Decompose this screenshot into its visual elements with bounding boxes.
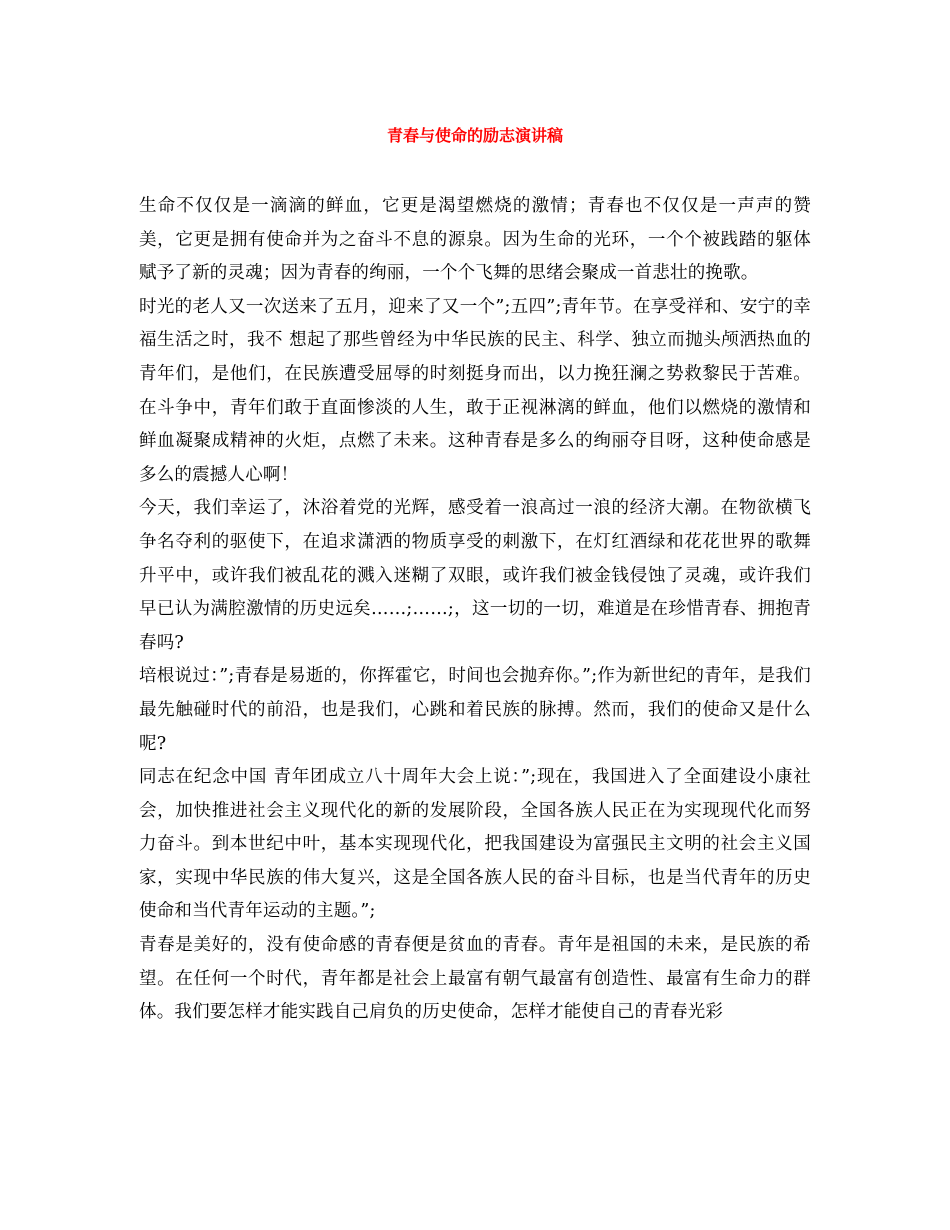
paragraph: 同志在纪念中国 青年团成立八十周年大会上说：”;现在，我国进入了全面建设小康社会，加快推进社会主义现代化的新的发展阶段，全国各族人民正在为实现现代化而努力奋斗。到本世纪中叶，基本实现现代化，把我国建设为富强民主文明的社会主义国家，实现中华民族的伟大复兴，这是全国各族人民的奋斗目标，也是当代青年的历史使命和当代青年运动的主题。”; — [139, 767, 811, 922]
paragraph: 生命不仅仅是一滴滴的鲜血，它更是渴望燃烧的激情；青春也不仅仅是一声声的赞美，它更是拥有使命并为之奋斗不息的源泉。因为生命的光环，一个个被践踏的躯体赋予了新的灵魂；因为青春的绚丽，一个个飞舞的思绪会聚成一首悲壮的挽歌。 — [139, 196, 811, 284]
document-body — [139, 190, 811, 1030]
paragraph: 今天，我们幸运了，沐浴着党的光辉，感受着一浪高过一浪的经济大潮。在物欲横飞争名夺利的驱使下，在追求潇洒的物质享受的刺激下，在灯红酒绿和花花世界的歌舞升平中，或许我们被乱花的溅入迷糊了双眼，或许我们被金钱侵蚀了灵魂，或许我们早已认为满腔激情的历史远矣……;……;，这一切的一切，难道是在珍惜青春、拥抱青春吗? — [139, 498, 811, 653]
paragraph: 培根说过：”;青春是易逝的，你挥霍它，时间也会抛弃你。”;作为新世纪的青年，是我们最先触碰时代的前沿，也是我们，心跳和着民族的脉搏。然而，我们的使命又是什么呢? — [139, 666, 811, 754]
paragraph: 青春是美好的，没有使命感的青春便是贫血的青春。青年是祖国的未来，是民族的希望。在任何一个时代，青年都是社会上最富有朝气最富有创造性、最富有生命力的群体。我们要怎样才能实践自己肩负的历史使命，怎样才能使自己的青春光彩 — [139, 935, 811, 1023]
document-title: 青春与使命的励志演讲稿 — [386, 126, 563, 145]
paragraph: 时光的老人又一次送来了五月，迎来了又一个”;五四”;青年节。在享受祥和、安宁的幸福生活之时，我不 想起了那些曾经为中华民族的民主、科学、独立而抛头颅洒热血的青年们，是他们，在民族遭受屈辱的时刻挺身而出，以力挽狂澜之势救黎民于苦难。在斗争中，青年们敢于直面惨淡的人生，敢于正视淋漓的鲜血，他们以燃烧的激情和鲜血凝聚成精神的火炬，点燃了未来。这种青春是多么的绚丽夺目呀，这种使命感是多么的震撼人心啊！ — [139, 296, 811, 485]
